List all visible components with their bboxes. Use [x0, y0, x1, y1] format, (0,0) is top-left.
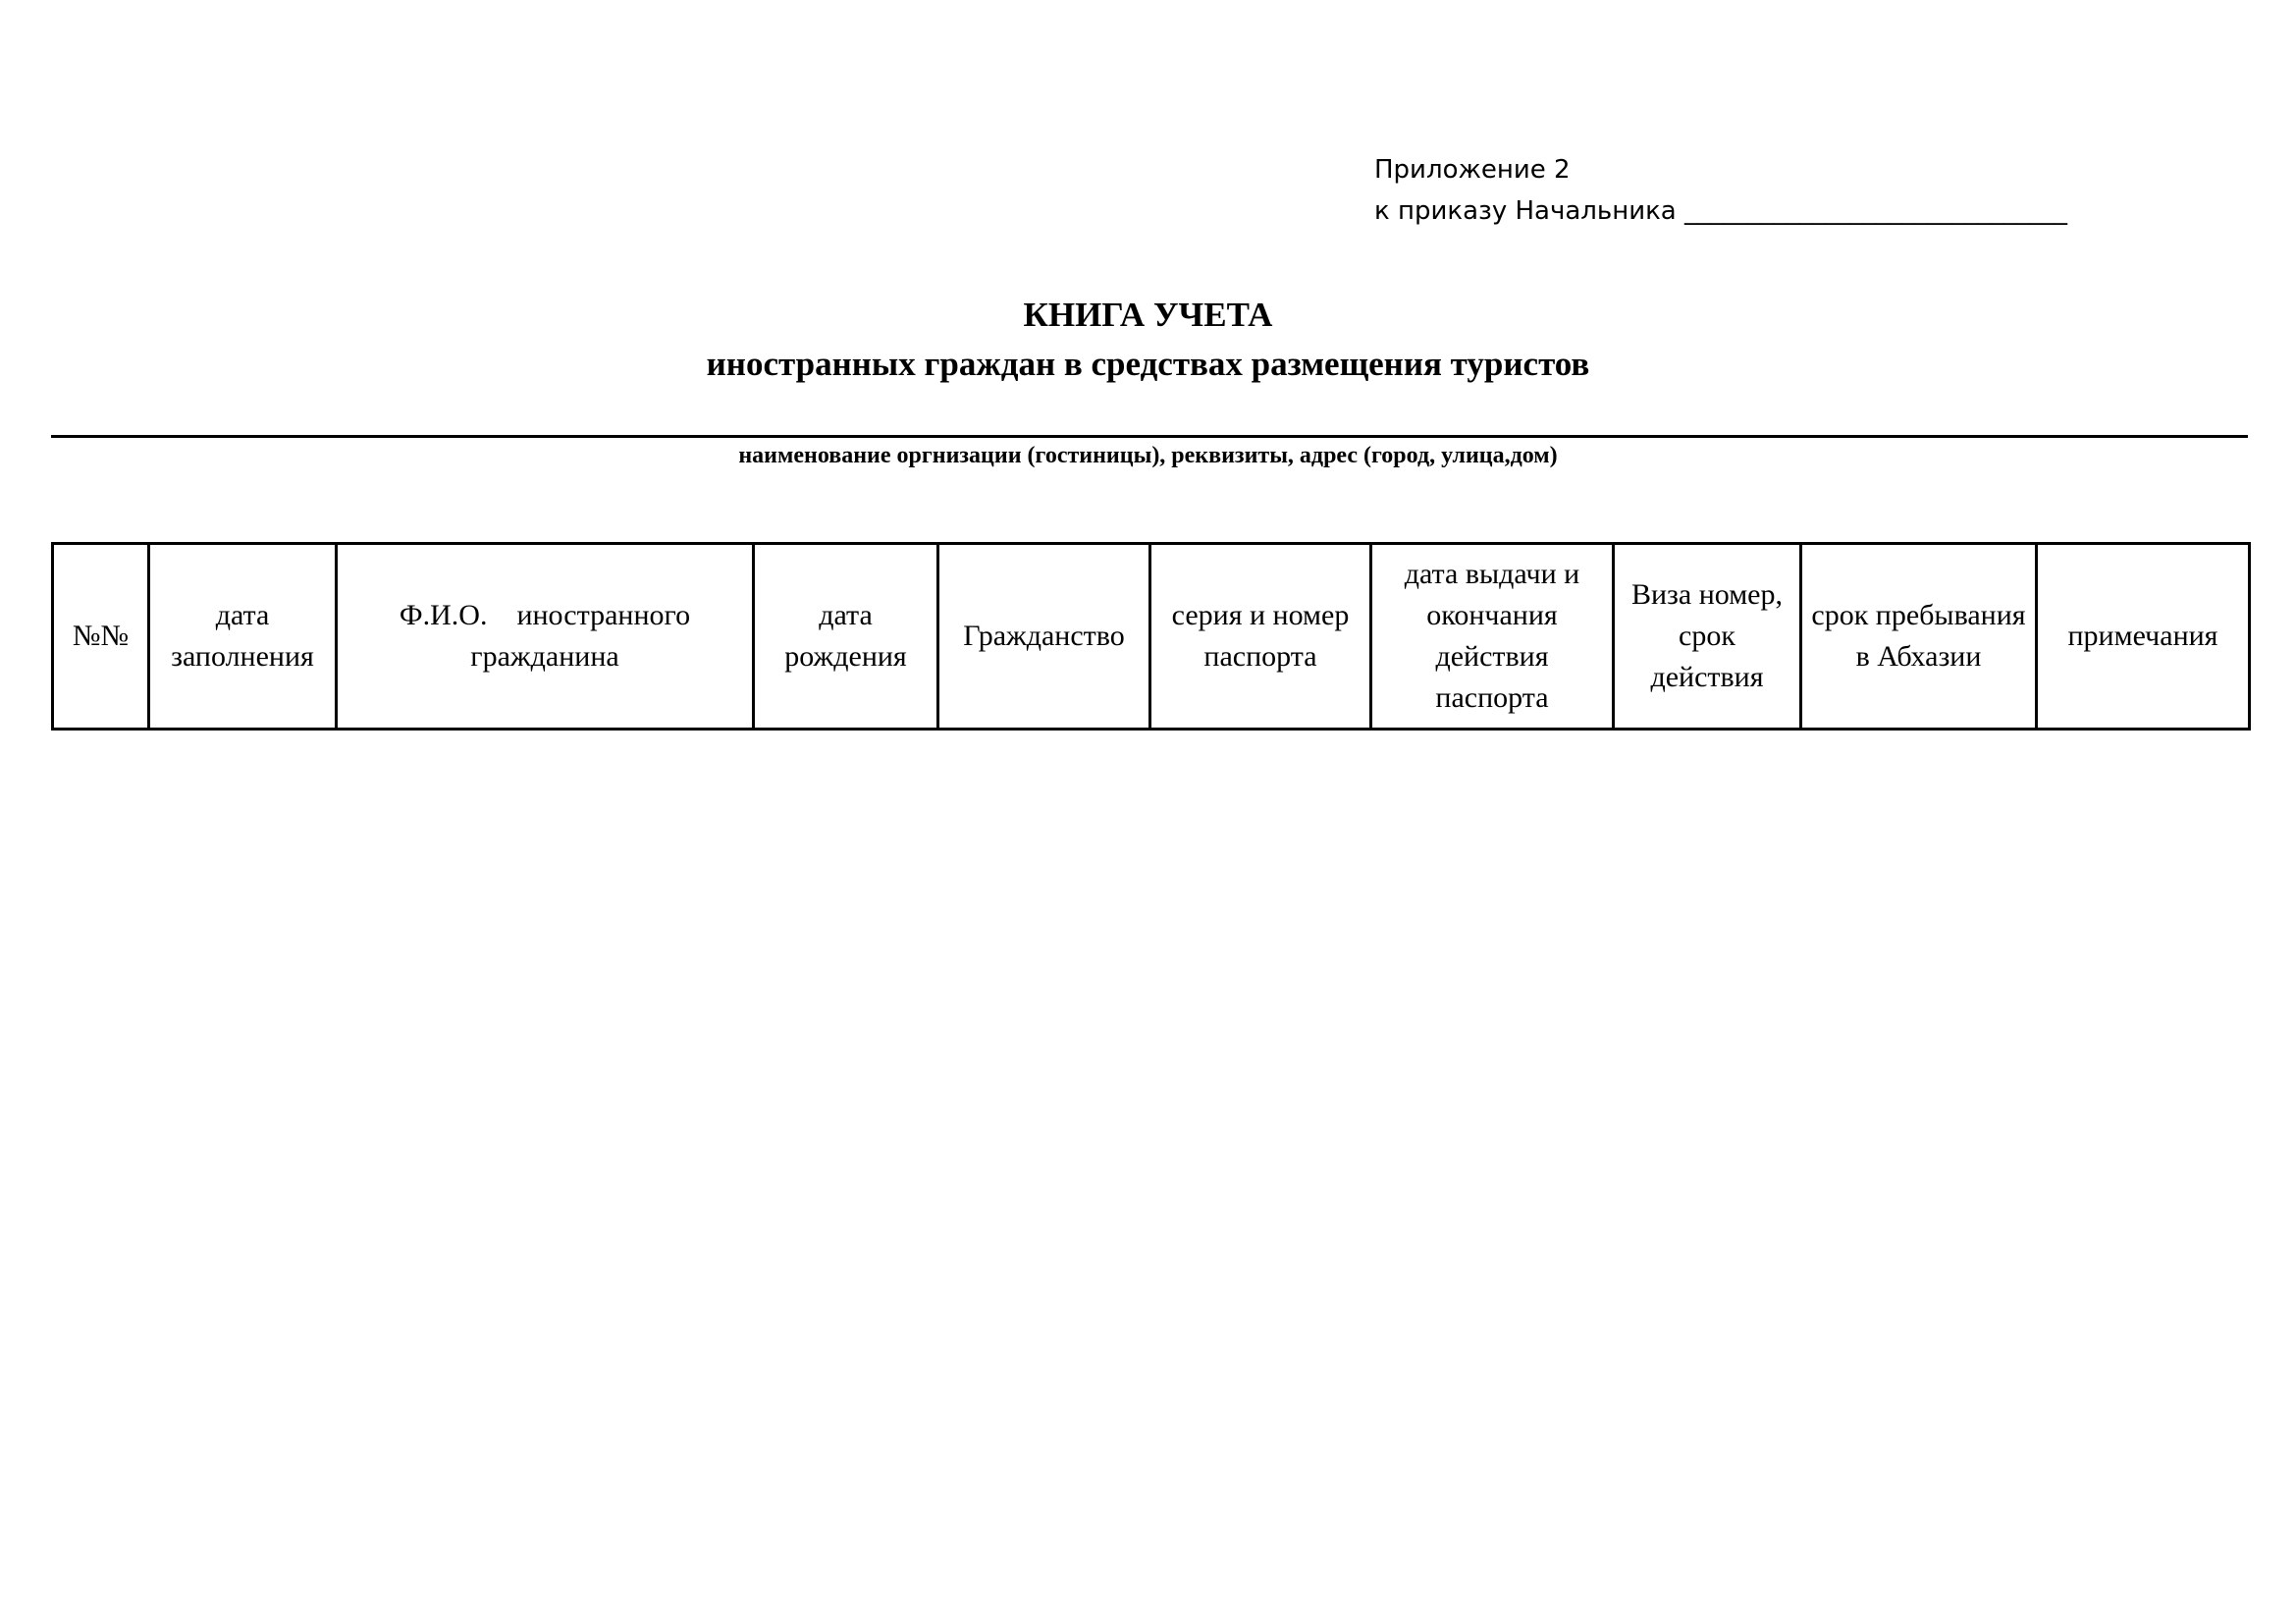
column-header-citizenship: Гражданство [938, 544, 1150, 730]
column-header-stay-period: срок пребывания в Абхазии [1801, 544, 2037, 730]
annex-reference [1374, 149, 2067, 232]
register-table [51, 542, 2251, 731]
column-header-birth-date: дата рождения [754, 544, 938, 730]
column-header-passport-number: серия и номер паспорта [1150, 544, 1371, 730]
annex-number: Приложение 2 [1374, 155, 1571, 185]
column-header-fill-date: дата заполнения [149, 544, 337, 730]
organization-caption: наименование оргнизации (гостиницы), реквизиты, адрес (город, улица,дом) [738, 443, 1558, 468]
document-title-block [0, 291, 2296, 389]
document-subtitle: иностранных граждан в средствах размещения туристов [706, 345, 1590, 383]
column-header-notes: примечания [2037, 544, 2250, 730]
column-header-passport-dates: дата выдачи и окончания действия паспорта [1371, 544, 1614, 730]
column-header-visa: Виза номер, срок действия [1614, 544, 1801, 730]
column-header-number: №№ [53, 544, 149, 730]
annex-order-reference: к приказу Начальника ______________________________ [1374, 196, 2067, 226]
column-header-full-name: Ф.И.О. иностранного гражданина [337, 544, 754, 730]
document-title: КНИГА УЧЕТА [1023, 296, 1273, 334]
table-header-row [53, 544, 2250, 730]
organization-name-line [51, 435, 2248, 438]
